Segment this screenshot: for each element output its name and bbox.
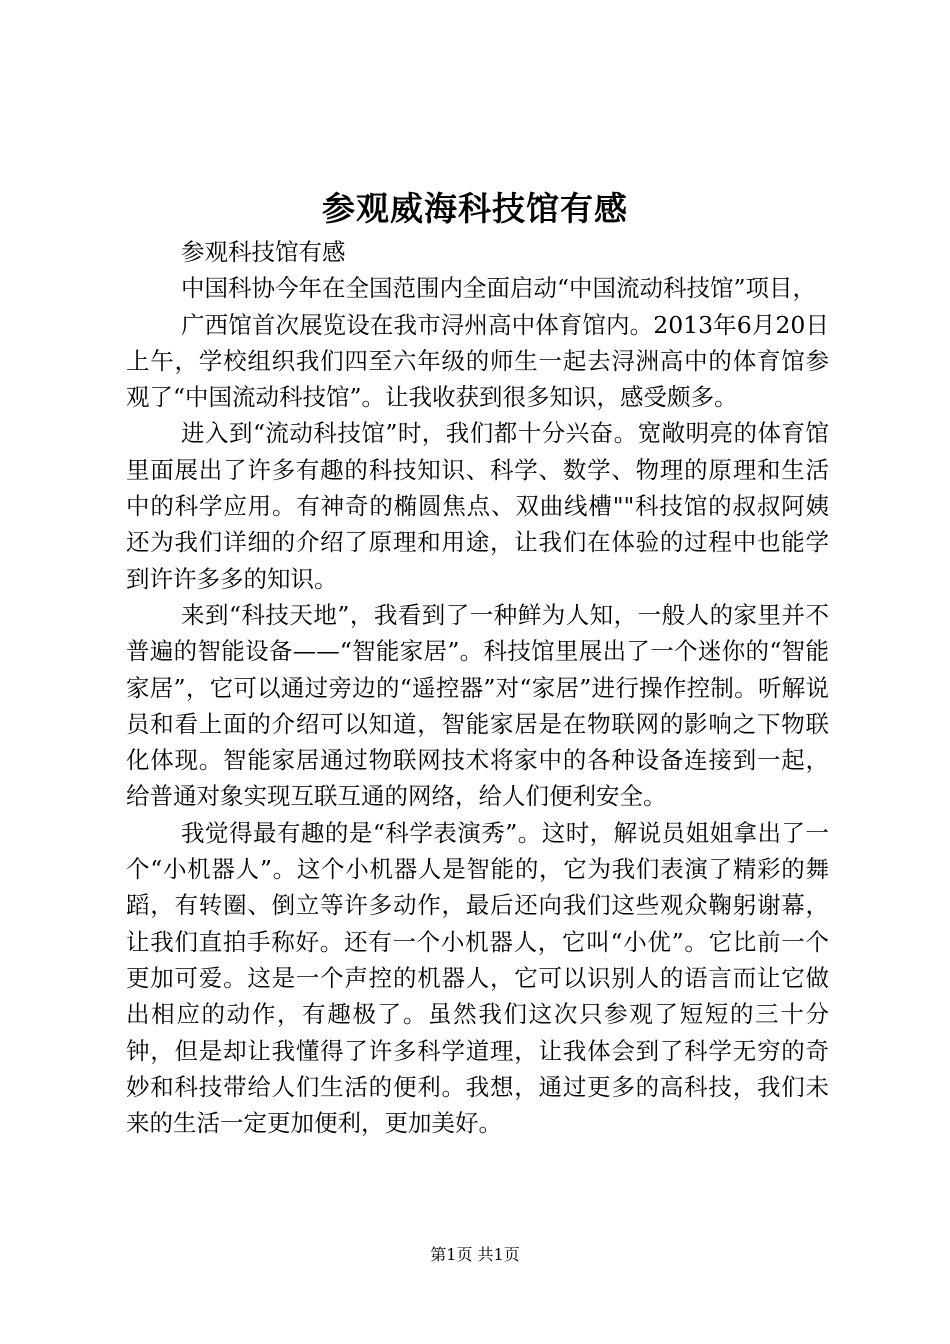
document-body [126,234,829,1141]
subtitle-paragraph: 参观科技馆有感 [181,238,346,266]
body-paragraph: 我觉得最有趣的是“科学表演秀”。这时，解说员姐姐拿出了一个“小机器人”。这个小机器人是智能的，它为我们表演了精彩的舞蹈，有转圈、倒立等许多动作，最后还向我们这些观众鞠躬谢幕，让我们直拍手称好。还有一个小机器人，它叫“小优”。它比前一个更加可爱。这是一个声控的机器人，它可以识别人的语言而让它做出相应的动作，有趣极了。虽然我们这次只参观了短短的三十分钟，但是却让我懂得了许多科学道理，让我体会到了科学无穷的奇妙和科技带给人们生活的便利。我想，通过更多的高科技，我们未来的生活一定更加便利，更加美好。 [126,818,829,1138]
body-paragraph: 来到“科技天地”，我看到了一种鲜为人知，一般人的家里并不普遍的智能设备——“智能家居”。科技馆里展出了一个迷你的“智能家居”，它可以通过旁边的“遥控器”对“家居”进行操作控制。听解说员和看上面的介绍可以知道，智能家居是在物联网的影响之下物联化体现。智能家居通过物联网技术将家中的各种设备连接到一起，给普通对象实现互联互通的网络，给人们便利安全。 [126,600,829,811]
document-title: 参观威海科技馆有感 [322,189,628,228]
page-footer: 第1页 共1页 [430,1245,520,1264]
body-paragraph: 广西馆首次展览设在我市浔州高中体育馆内。2013年6月20日上午，学校组织我们四至六年级的师生一起去浔洲高中的体育馆参观了“中国流动科技馆”。让我收获到很多知识，感受颇多。 [126,310,829,412]
body-paragraph: 中国科协今年在全国范围内全面启动“中国流动科技馆”项目， [181,274,817,303]
body-paragraph: 进入到“流动科技馆”时，我们都十分兴奋。宽敞明亮的体育馆里面展出了许多有趣的科技知识、科学、数学、物理的原理和生活中的科学应用。有神奇的椭圆焦点、双曲线槽""科技馆的叔叔阿姨还为我们详细的介绍了原理和用途，让我们在体验的过程中也能学到许许多多的知识。 [126,419,829,593]
